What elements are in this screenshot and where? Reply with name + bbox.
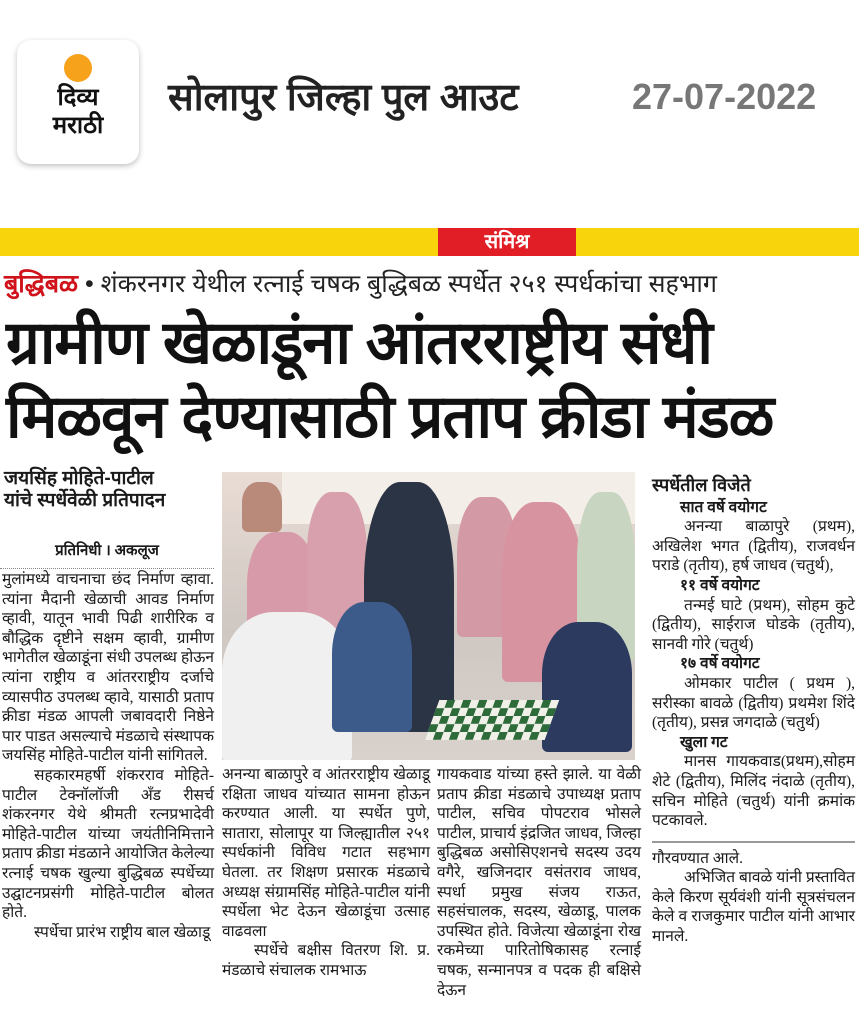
news-photo xyxy=(222,472,635,760)
deck xyxy=(4,468,214,512)
deck-line: जयसिंह मोहिते-पाटील xyxy=(4,468,154,489)
section-band xyxy=(0,228,859,256)
headline-line: मिळवून देण्यासाठी प्रताप क्रीडा मंडळ xyxy=(6,383,774,450)
divya-marathi-logo[interactable] xyxy=(17,40,139,164)
photo-person xyxy=(332,602,412,732)
divider xyxy=(652,841,855,843)
winners-title: स्पर्धेतील विजेते xyxy=(652,475,751,495)
winners-column xyxy=(652,476,855,947)
group-winners: तन्मई घाटे (प्रथम), सोहम कुटे (द्वितीय), साईराज घोडके (तृतीय), सानवी गोरे (चतुर्थ) xyxy=(652,596,855,653)
section-tag: संमिश्र xyxy=(438,228,576,256)
group-name: १७ वर्षे वयोगट xyxy=(680,655,760,673)
paragraph: सहकारमहर्षी शंकरराव मोहिते-पाटील टेक्नॉलॉजी अँड रीसर्च शंकरनगर येथे श्रीमती रत्नप्रभादेवी मोहिते-पाटील यांच्या जयंतीनिमित्ताने प्रताप क्रीडा मंडळाने आयोजित केलेल्या रत्नाई चषक खुल्या बुद्धिबळ स्पर्धेच्या उद्घाटनप्रसंगी मोहिते-पाटील बोलत होते. xyxy=(2,766,214,922)
edition-title: सोलापुर जिल्हा पुल आउट xyxy=(168,77,519,119)
chess-board xyxy=(425,700,560,740)
headline xyxy=(6,306,773,454)
sun-logo-icon xyxy=(64,54,92,82)
subhead-text: • शंकरनगर येथील रत्नाई चषक बुद्धिबळ स्पर्धेत २५१ स्पर्धकांचा सहभाग xyxy=(84,270,717,298)
group-winners: अनन्या बाळापुरे (प्रथम), अखिलेश भगत (द्वितीय), राजवर्धन पराडे (तृतीय), हर्ष जाधव (चतुर्थ), xyxy=(652,518,855,575)
paragraph: मुलांमध्ये वाचनाचा छंद निर्माण व्हावा. त्यांना मैदानी खेळाची आवड निर्माण व्हावी, यातून भावी पिढी शारीरिक व बौद्धिक दृष्टीने सक्षम व्हावी, ग्रामीण भागेतील खेळाडूंना संधी उपलब्ध होऊन त्यांना राष्ट्रीय व आंतरराष्ट्रीय दर्जाचे व्यासपीठ उपलब्ध व्हावे, यासाठी प्रताप क्रीडा मंडळ आपली जबावदारी निष्ठेने पार पाडत असल्याचे मंडळाचे संस्थापक जयसिंह मोहिते-पाटील यांनी सांगितले. xyxy=(2,571,214,765)
group-winners: मानस गायकवाड(प्रथम),सोहम शेटे (द्वितीय), मिलिंद नंदाळे (तृतीय), सचिन मोहिते (चतुर्थ) यांनी क्रमांक पटकावले. xyxy=(652,753,855,830)
logo-line2: मराठी xyxy=(52,112,104,139)
logo-line1: दिव्य xyxy=(57,84,99,111)
headline-line: ग्रामीण खेळाडूंना आंतरराष्ट्रीय संधी xyxy=(6,309,712,376)
byline: प्रतिनिधी । अकलूज xyxy=(0,540,214,569)
group-name: सात वर्षे वयोगट xyxy=(680,498,767,516)
article-column-3 xyxy=(437,765,641,1000)
paragraph: गौरवण्यात आले. xyxy=(652,849,744,867)
photo-person xyxy=(542,622,632,752)
paragraph: स्पर्धेचे बक्षीस वितरण शि. प्र. मंडळाचे संचालक रामभाऊ xyxy=(222,942,430,979)
paragraph: गायकवाड यांच्या हस्ते झाले. या वेळी प्रताप क्रीडा मंडळाचे उपाध्यक्ष प्रताप पाटील, सचिव पोपटराव भोसले पाटील, प्राचार्य इंद्रजित जाधव, जिल्हा बुद्धिबळ असोसिएशनचे सदस्य उदय वगैरे, खजिनदार वसंतराव जाधव, स्पर्धा प्रमुख संजय राऊत, सहसंचालक, सदस्य, खेळाडू, पालक उपस्थित होते. विजेत्या खेळाडूंना रोख रकमेच्या पारितोषिकासह रत्नाई चषक, सन्मानपत्र व पदक ही बक्षिसे देऊन xyxy=(437,766,641,999)
photo-person xyxy=(242,482,282,532)
article-column-1 xyxy=(2,570,214,942)
group-name: ११ वर्षे वयोगट xyxy=(680,576,760,594)
paragraph: स्पर्धेचा प्रारंभ राष्ट्रीय बाल खेळाडू xyxy=(34,923,211,941)
edition-date: 27-07-2022 xyxy=(632,76,817,117)
paragraph: अभिजित बावळे यांनी प्रस्तावित केले किरण सूर्यवंशी यांनी सूत्रसंचलन केले व राजकुमार पाटील यांनी आभार मानले. xyxy=(652,869,855,946)
deck-line: यांचे स्पर्धेवेळी प्रतिपादन xyxy=(4,490,166,511)
paragraph: अनन्या बाळापुरे व आंतरराष्ट्रीय खेळाडू रक्षिता जाधव यांच्यात सामना होऊन करण्यात आली. या स्पर्धेत पुणे, सातारा, सोलापूर या जिल्ह्यातील २५१ स्पर्धकांनी विविध गटात सहभाग घेतला. तर शिक्षण प्रसारक मंडळाचे अध्यक्ष संग्रामसिंह मोहिते-पाटील यांनी स्पर्धेला भेट देऊन खेळाडूंचा उत्साह वाढवला xyxy=(222,766,430,940)
group-name: खुला गट xyxy=(680,733,728,751)
group-winners: ओमकार पाटील ( प्रथम ), सरीस्का बावळे (द्वितीय) प्रथमेश शिंदे (तृतीय), प्रसन्न जगदाळे (चतुर्थ) xyxy=(652,674,855,732)
subhead-kicker: बुद्धिबळ xyxy=(4,270,79,298)
subheadline xyxy=(4,266,717,300)
article-column-2 xyxy=(222,765,430,981)
